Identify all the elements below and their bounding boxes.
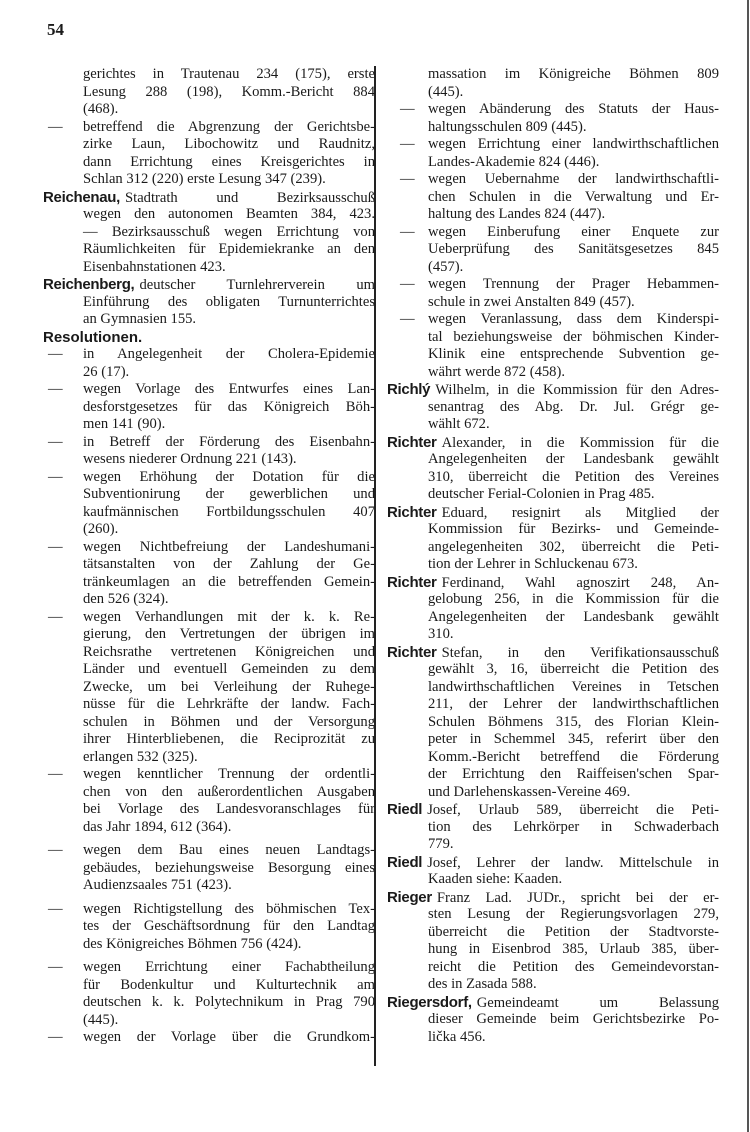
entry-line: [428, 714, 719, 732]
page-number: 54: [47, 20, 64, 39]
entry-text: überreicht die Petition der Stadtvorste-: [428, 923, 719, 940]
dash-marker: —: [48, 1029, 63, 1045]
entry-text: wesens niederer Ordnung 221 (143).: [83, 451, 297, 467]
index-entry: [43, 766, 375, 836]
index-entry: [43, 119, 375, 189]
entry-text: Schulen Böhmens 315, des Florian Klein-: [428, 713, 719, 730]
entry-line: [428, 206, 719, 224]
entry-text: wegen Errichtung einer Fachabtheilung: [83, 959, 375, 975]
entry-line: [83, 364, 375, 382]
entry-text: gebäudes, beziehungsweise Besorgung eines: [83, 859, 375, 876]
index-entry: [387, 889, 719, 994]
entry-line: [83, 556, 375, 574]
entry-text: (260).: [83, 521, 119, 537]
entry-line: [48, 119, 375, 137]
index-headword: Richter: [387, 573, 437, 591]
entry-line: [83, 84, 375, 102]
index-entry: [43, 901, 375, 954]
entry-line: [83, 784, 375, 802]
entry-line: [428, 591, 719, 609]
entry-text: Stefan, in den Verifikationsausschuß: [441, 644, 719, 661]
entry-line: [83, 661, 375, 679]
entry-line: [83, 749, 375, 767]
entry-line: [428, 924, 719, 942]
index-entry: [43, 381, 375, 434]
entry-line: [428, 294, 719, 312]
entry-line: [428, 364, 719, 382]
entry-line: [48, 539, 375, 557]
entry-text: wegen Vorlage des Entwurfes eines Lan-: [83, 381, 375, 397]
entry-text: (445).: [428, 83, 464, 100]
entry-text: Länder und eventuell Gemeinden zu dem: [83, 661, 375, 677]
entry-text: gerichtes in Trautenau 234 (175), erste: [83, 66, 375, 82]
entry-text: wegen Uebernahme der landwirthschaftli-: [428, 171, 719, 187]
entry-text: Klinik eine entsprechende Subvention ge-: [428, 346, 719, 362]
entry-text: wegen der Vorlage über die Grundkom-: [83, 1029, 375, 1045]
entry-line: [428, 784, 719, 802]
entry-line: [387, 574, 719, 592]
entry-text: deutschen k. k. Polytechnikum in Prag 790: [83, 994, 375, 1010]
entry-text: betreffend die Abgrenzung der Gerichtsbe-: [83, 118, 375, 135]
index-headword: Richter: [387, 643, 437, 661]
entry-line: [83, 154, 375, 172]
entry-line: [428, 84, 719, 102]
entry-text: Ueberprüfung des Sanitätsgesetzes 845: [428, 241, 719, 257]
entry-line: [83, 574, 375, 592]
entry-line: [428, 696, 719, 714]
entry-line: [83, 696, 375, 714]
entry-line: [428, 976, 719, 994]
entry-line: [83, 66, 375, 84]
entry-text: Franz Lad. JUDr., spricht bei der er-: [436, 889, 719, 906]
entry-text: wegen Einberufung einer Enquete zur: [428, 223, 719, 240]
entry-text: der Errichtung den Raiffeisen'schen Spar-: [428, 766, 719, 782]
dash-marker: —: [400, 101, 415, 117]
entry-text: chen Schulen in die Verwaltung und Er-: [428, 188, 719, 205]
entry-line: [387, 381, 719, 399]
entry-line: [400, 136, 719, 154]
entry-text: Stadtrath und Bezirksausschuß: [125, 189, 375, 206]
index-headword: Reichenau,: [43, 188, 121, 206]
index-headword: Richter: [387, 433, 437, 451]
entry-text: tion der Lehrer in Schluckenau 673.: [428, 556, 638, 572]
entry-text: Komm.-Bericht betreffend die Förderung: [428, 748, 719, 765]
entry-text: Eisenbahnstationen 423.: [83, 258, 226, 275]
entry-line: [428, 241, 719, 259]
entry-line: [48, 842, 375, 860]
entry-line: [428, 189, 719, 207]
entry-text: deutscher Turnlehrerverein um: [139, 277, 375, 293]
entry-text: lička 456.: [428, 1028, 486, 1045]
entry-text: Subventionirung der gewerblichen und: [83, 486, 375, 502]
entry-line: [83, 819, 375, 837]
entry-line: [83, 977, 375, 995]
entry-text: landwirthschaftlichen Vereines in Tetschen: [428, 678, 719, 695]
dash-marker: —: [400, 311, 415, 327]
entry-text: gierung, den Vertretungen der übrigen im: [83, 626, 375, 642]
entry-text: (445).: [83, 1011, 119, 1028]
entry-text: des in Zasada 588.: [428, 976, 537, 992]
dash-marker: —: [48, 118, 63, 135]
dash-marker: —: [400, 223, 415, 240]
index-headword: Richter: [387, 503, 437, 521]
entry-line: [83, 626, 375, 644]
page-edge: [747, 0, 749, 1132]
entry-text: dieser Gemeinde beim Gerichtsbezirke Po-: [428, 1011, 719, 1027]
entry-line: [428, 259, 719, 277]
dash-marker: —: [400, 171, 415, 187]
entry-text: — Bezirksausschuß wegen Errichtung von: [83, 223, 375, 240]
entry-text: angelegenheiten 302, überreicht die Peti-: [428, 538, 719, 555]
entry-line: [387, 644, 719, 662]
index-entry: [387, 136, 719, 171]
entry-line: [48, 346, 375, 364]
entry-text: zirke Laun, Libochowitz und Raudnitz,: [83, 136, 375, 152]
index-entry: [387, 574, 719, 644]
entry-line: [83, 936, 375, 954]
index-entry: [387, 171, 719, 224]
entry-text: wegen den autonomen Beamten 384, 423.: [83, 206, 375, 222]
entry-line: [387, 854, 719, 872]
entry-line: [48, 434, 375, 452]
entry-text: wegen Trennung der Prager Hebammen-: [428, 276, 719, 292]
entry-line: [428, 626, 719, 644]
dash-marker: —: [48, 381, 63, 397]
entry-text: Angelegenheiten der Landesbank gewählt: [428, 608, 719, 625]
entry-line: [387, 889, 719, 907]
index-headword: Reichenberg,: [43, 276, 135, 293]
entry-line: [428, 521, 719, 539]
index-entry: [387, 994, 719, 1047]
entry-line: [43, 276, 375, 294]
entry-line: [83, 1012, 375, 1030]
entry-text: massation im Königreiche Böhmen 809: [428, 66, 719, 82]
entry-text: das Jahr 1894, 612 (364).: [83, 818, 232, 835]
entry-line: [83, 714, 375, 732]
entry-line: [83, 224, 375, 242]
entry-text: wegen Abänderung des Statuts der Haus-: [428, 101, 719, 117]
entry-line: [43, 189, 375, 207]
entry-line: [400, 276, 719, 294]
index-entry: [43, 189, 375, 277]
entry-text: wegen Richtigstellung des böhmischen Tex-: [83, 900, 375, 917]
dash-marker: —: [48, 608, 63, 625]
entry-text: peter in Schemmel 345, referirt über den: [428, 731, 719, 747]
entry-text: haltungsschulen 809 (445).: [428, 118, 587, 135]
entry-line: [428, 941, 719, 959]
index-entry: [387, 854, 719, 889]
entry-text: ihrer Hinterbliebenen, die Reciprozität zu: [83, 731, 375, 747]
index-entry: [43, 276, 375, 329]
index-entry: [387, 276, 719, 311]
index-entry: [387, 66, 719, 101]
entry-text: gelobung 256, in die Kommission für die: [428, 591, 719, 607]
entry-text: schulen in Böhmen und der Versorgung: [83, 713, 375, 730]
entry-line: [428, 329, 719, 347]
entry-line: [48, 901, 375, 919]
entry-line: [83, 731, 375, 749]
entry-text: (468).: [83, 101, 119, 117]
entry-text: Josef, Lehrer der landw. Mittelschule in: [427, 854, 719, 871]
index-entry: [43, 66, 375, 119]
entry-text: wegen Erhöhung der Dotation für die: [83, 468, 375, 485]
entry-line: [400, 171, 719, 189]
entry-text: tätsanstalten von der Zahlung der Ge-: [83, 556, 375, 572]
entry-text: men 141 (90).: [83, 416, 166, 432]
entry-text: Kaaden siehe: Kaaden.: [428, 871, 563, 887]
entry-line: [428, 871, 719, 889]
entry-line: [428, 469, 719, 487]
entry-line: [83, 994, 375, 1012]
entry-line: [83, 416, 375, 434]
entry-text: und Darlehenskassen-Vereine 469.: [428, 783, 631, 800]
left-column: [43, 66, 375, 1047]
entry-line: [83, 399, 375, 417]
entry-text: 211, der Lehrer der landwirthschaftlichen: [428, 696, 719, 712]
entry-line: [387, 801, 719, 819]
dash-marker: —: [48, 766, 63, 782]
index-entry: [387, 434, 719, 504]
entry-text: gewählt 3, 16, überreicht die Petition des: [428, 661, 719, 677]
entry-text: währt werde 872 (458).: [428, 363, 565, 380]
dash-marker: —: [48, 433, 63, 450]
entry-line: [428, 1011, 719, 1029]
index-entry: [43, 539, 375, 609]
entry-text: sten Lesung der Regierungsvorlagen 279,: [428, 906, 719, 922]
entry-line: [83, 451, 375, 469]
entry-line: [428, 451, 719, 469]
entry-text: Josef, Urlaub 589, überreicht die Peti-: [427, 802, 719, 818]
dash-marker: —: [48, 842, 63, 858]
index-entry: [43, 346, 375, 381]
entry-line: [83, 591, 375, 609]
entry-line: [83, 486, 375, 504]
entry-text: schule in zwei Anstalten 849 (457).: [428, 293, 635, 310]
entry-line: [83, 801, 375, 819]
index-headword: Riedl: [387, 801, 423, 818]
entry-line: [48, 766, 375, 784]
entry-line: [428, 1029, 719, 1047]
entry-text: Alexander, in die Kommission für die: [441, 434, 719, 451]
entry-line: [428, 731, 719, 749]
index-entry: [387, 801, 719, 854]
entry-line: [387, 504, 719, 522]
entry-line: [83, 504, 375, 522]
dash-marker: —: [48, 900, 63, 917]
entry-line: [83, 311, 375, 329]
entry-text: wegen Nichtbefreiung der Landeshumani-: [83, 538, 375, 555]
entry-line: [428, 836, 719, 854]
entry-line: [428, 346, 719, 364]
entry-line: [83, 241, 375, 259]
index-entry: [387, 311, 719, 381]
entry-line: [428, 66, 719, 84]
entry-line: [83, 644, 375, 662]
entry-text: in Angelegenheit der Cholera-Epidemie: [83, 346, 375, 362]
dash-marker: —: [48, 346, 63, 362]
entry-text: Audienzsaales 751 (423).: [83, 877, 232, 893]
entry-line: [428, 766, 719, 784]
entry-line: [428, 486, 719, 504]
entry-line: [83, 136, 375, 154]
entry-line: [428, 906, 719, 924]
entry-line: [428, 661, 719, 679]
entry-text: 310, überreicht die Petition des Vereines: [428, 468, 719, 485]
entry-line: [48, 1029, 375, 1047]
entry-text: Zwecke, um bei Verleihung der Ruhege-: [83, 678, 375, 695]
entry-text: für Bodenkultur und Kulturtechnik am: [83, 976, 375, 993]
entry-line: [428, 959, 719, 977]
index-headword: Riedl: [387, 853, 423, 871]
entry-text: tal beziehungsweise der böhmischen Kinder-: [428, 328, 719, 345]
entry-line: [428, 119, 719, 137]
index-headword: Richlý: [387, 381, 431, 398]
index-entry: [387, 644, 719, 802]
entry-text: Reichsrathe vertretenen Königreichen und: [83, 643, 375, 660]
entry-text: Kommission für Bezirks- und Gemeinde-: [428, 521, 719, 537]
entry-line: [428, 556, 719, 574]
entry-text: wegen Verhandlungen mit der k. k. Re-: [83, 608, 375, 625]
dash-marker: —: [48, 959, 63, 975]
entry-text: Wilhelm, in die Kommission für den Adres-: [435, 382, 719, 398]
index-entry: [387, 224, 719, 277]
entry-line: [428, 609, 719, 627]
entry-text: wegen dem Bau eines neuen Landtags-: [83, 842, 375, 858]
dash-marker: —: [48, 468, 63, 485]
entry-line: [428, 154, 719, 172]
entry-text: tion des Lehrkörper in Schwaderbach: [428, 818, 719, 835]
index-headword: Rieger: [387, 888, 432, 906]
entry-line: [48, 959, 375, 977]
entry-line: [428, 416, 719, 434]
entry-line: [83, 259, 375, 277]
entry-text: Eduard, resignirt als Mitglied der: [441, 504, 719, 521]
entry-line: [400, 311, 719, 329]
entry-line: [428, 819, 719, 837]
entry-text: 310.: [428, 626, 454, 642]
entry-line: [83, 679, 375, 697]
entry-line: [400, 101, 719, 119]
dash-marker: —: [400, 276, 415, 292]
index-entry: [43, 1029, 375, 1047]
entry-text: den 526 (324).: [83, 591, 169, 607]
entry-line: [428, 679, 719, 697]
entry-text: wählt 672.: [428, 416, 490, 432]
entry-text: Einführung des obligaten Turnunterrichtes: [83, 293, 375, 310]
index-entry: [43, 469, 375, 539]
entry-line: [428, 399, 719, 417]
entry-text: reicht die Petition des Gemeindevorstan-: [428, 958, 719, 975]
entry-line: [387, 994, 719, 1012]
index-headword: Resolutionen.: [43, 328, 143, 346]
entry-line: [387, 434, 719, 452]
entry-line: [428, 749, 719, 767]
entry-line: [83, 521, 375, 539]
entry-text: Angelegenheiten der Landesbank gewählt: [428, 451, 719, 467]
entry-line: [48, 469, 375, 487]
index-entry: [43, 329, 375, 347]
index-entry: [43, 959, 375, 1029]
entry-line: [83, 294, 375, 312]
entry-text: Landes-Akademie 824 (446).: [428, 153, 600, 170]
dash-marker: —: [400, 136, 415, 152]
dash-marker: —: [48, 538, 63, 555]
entry-text: Schlan 312 (220) erste Lesung 347 (239).: [83, 171, 326, 187]
entry-line: [48, 609, 375, 627]
entry-text: bei Vorlage des Landesvoranschlages für: [83, 801, 375, 817]
entry-line: [83, 860, 375, 878]
index-entry: [387, 101, 719, 136]
entry-text: desforstgesetzes für das Königreich Böh-: [83, 398, 375, 415]
entry-line: [48, 381, 375, 399]
entry-line: [83, 101, 375, 119]
entry-text: Gemeindeamt um Belassung: [476, 994, 719, 1011]
entry-text: haltung des Landes 824 (447).: [428, 206, 606, 222]
entry-text: tränkeumlagen an die betreffenden Gemein-: [83, 573, 375, 590]
entry-text: kaufmännischen Fortbildungsschulen 407: [83, 503, 375, 520]
entry-text: wegen Errichtung einer landwirthschaftlichen: [428, 136, 719, 152]
entry-text: des Königreiches Böhmen 756 (424).: [83, 935, 302, 952]
entry-line: [400, 224, 719, 242]
entry-line: [83, 918, 375, 936]
index-entry: [387, 504, 719, 574]
entry-line: [83, 171, 375, 189]
entry-text: senantrag des Abg. Dr. Jul. Grégr ge-: [428, 398, 719, 415]
entry-text: tes der Geschäftsordnung für den Landtag: [83, 918, 375, 934]
right-column: [387, 66, 719, 1046]
entry-text: 26 (17).: [83, 363, 130, 380]
entry-text: an Gymnasien 155.: [83, 311, 197, 327]
entry-text: Räumlichkeiten für Epidemiekranke an den: [83, 241, 375, 257]
index-headword: Riegersdorf,: [387, 993, 472, 1011]
index-entry: [43, 609, 375, 767]
entry-text: Ferdinand, Wahl agnoszirt 248, An-: [441, 574, 719, 591]
entry-text: dann Errichtung eines Kreisgerichtes in: [83, 153, 375, 170]
index-entry: [43, 842, 375, 895]
entry-text: (457).: [428, 258, 464, 275]
entry-line: [83, 877, 375, 895]
entry-text: deutscher Ferial-Colonien in Prag 485.: [428, 486, 655, 502]
entry-text: nüsse für die Lehrkräfte der landw. Fach-: [83, 696, 375, 712]
entry-text: hung in Eisenbrod 385, Urlaub 385, über-: [428, 941, 719, 957]
entry-text: chen von den außerordentlichen Ausgaben: [83, 783, 375, 800]
entry-line: [428, 539, 719, 557]
entry-line: [83, 206, 375, 224]
index-entry: [43, 434, 375, 469]
entry-text: 779.: [428, 836, 454, 852]
entry-text: wegen Veranlassung, dass dem Kinderspi-: [428, 311, 719, 327]
entry-text: wegen kenntlicher Trennung der ordentli-: [83, 766, 375, 782]
entry-text: Lesung 288 (198), Komm.-Bericht 884: [83, 83, 375, 100]
index-entry: [387, 381, 719, 434]
entry-text: erlangen 532 (325).: [83, 748, 198, 765]
entry-text: in Betreff der Förderung des Eisenbahn-: [83, 433, 375, 450]
